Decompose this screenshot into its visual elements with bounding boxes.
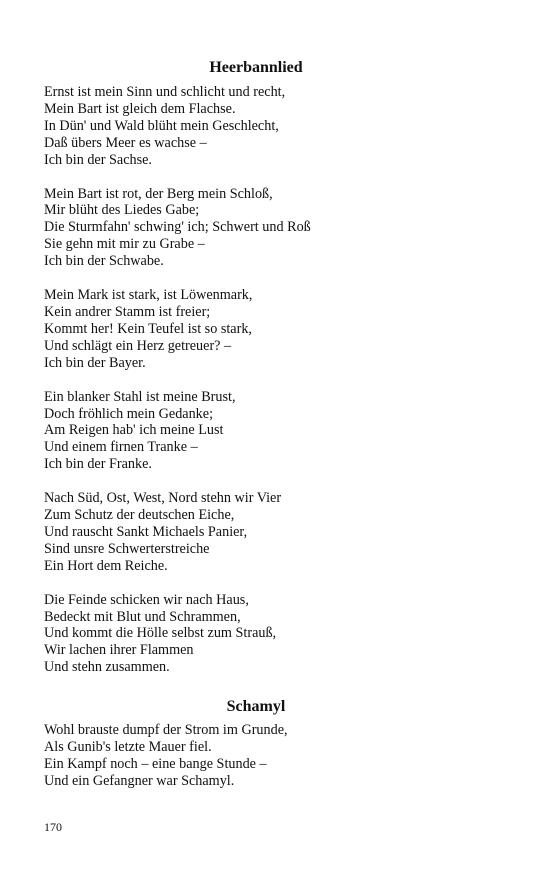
poem-title-heerbannlied: Heerbannlied xyxy=(209,59,303,76)
verse-line: Sie gehn mit mir zu Grabe – xyxy=(44,236,205,253)
verse-line: Ernst ist mein Sinn und schlicht und recht, xyxy=(44,84,286,100)
verse-line: Und kommt die Hölle selbst zum Strauß, xyxy=(44,625,277,642)
verse-line: Und ein Gefangner war Schamyl. xyxy=(44,772,235,789)
verse-line: Ich bin der Bayer. xyxy=(44,354,146,371)
stanza xyxy=(44,592,311,677)
stanza xyxy=(44,389,311,474)
verse-line: Die Feinde schicken wir nach Haus, xyxy=(44,591,249,608)
verse-line: Wohl brauste dumpf der Strom im Grunde, xyxy=(44,722,288,738)
verse-line: Zum Schutz der deutschen Eiche, xyxy=(44,507,235,524)
verse-line: Ein Hort dem Reiche. xyxy=(44,557,168,574)
verse-line: Ein Kampf noch – eine bange Stunde – xyxy=(44,755,267,772)
verse-line: Und schlägt ein Herz getreuer? – xyxy=(44,337,232,354)
verse-line: Ich bin der Schwabe. xyxy=(44,253,164,270)
verse-line: Bedeckt mit Blut und Schrammen, xyxy=(44,608,241,625)
verse-line: Am Reigen hab' ich meine Lust xyxy=(44,422,224,439)
stanza xyxy=(44,186,311,271)
stanza xyxy=(44,287,311,372)
verse-line: Ein blanker Stahl ist meine Brust, xyxy=(44,388,236,405)
stanza xyxy=(44,84,311,169)
verse-line: Doch fröhlich mein Gedanke; xyxy=(44,405,214,422)
verse-line: Sind unsre Schwerterstreiche xyxy=(44,540,210,557)
verse-line: Mein Bart ist rot, der Berg mein Schloß, xyxy=(44,185,273,202)
verse-line: Kommt her! Kein Teufel ist so stark, xyxy=(44,320,252,337)
poem-title-schamyl: Schamyl xyxy=(226,698,286,715)
verse-line: Wir lachen ihrer Flammen xyxy=(44,642,194,659)
verse-line: Und stehn zusammen. xyxy=(44,659,170,676)
verse-line: Kein andrer Stamm ist freier; xyxy=(44,303,211,320)
verse-line: Daß übers Meer es wachse – xyxy=(44,134,207,151)
verse-line: Ich bin der Franke. xyxy=(44,456,152,473)
verse-line: Nach Süd, Ost, West, Nord stehn wir Vier xyxy=(44,490,282,507)
stanza xyxy=(44,490,311,575)
verse-line: Mir blüht des Liedes Gabe; xyxy=(44,202,200,219)
verse-line: Als Gunib's letzte Mauer fiel. xyxy=(44,738,212,755)
verse-line: Mein Mark ist stark, ist Löwenmark, xyxy=(44,287,253,304)
verse-line: Mein Bart ist gleich dem Flachse. xyxy=(44,100,236,117)
poem-schamyl xyxy=(44,722,288,807)
poem-heerbannlied xyxy=(44,84,311,693)
verse-line: Und rauscht Sankt Michaels Panier, xyxy=(44,523,248,540)
verse-line: Die Sturmfahn' schwing' ich; Schwert und Roß xyxy=(44,219,311,236)
verse-line: Und einem firnen Tranke – xyxy=(44,439,198,456)
stanza xyxy=(44,722,288,790)
page-number: 170 xyxy=(44,820,62,834)
verse-line: Ich bin der Sachse. xyxy=(44,151,152,168)
verse-line: In Dün' und Wald blüht mein Geschlecht, xyxy=(44,117,279,134)
